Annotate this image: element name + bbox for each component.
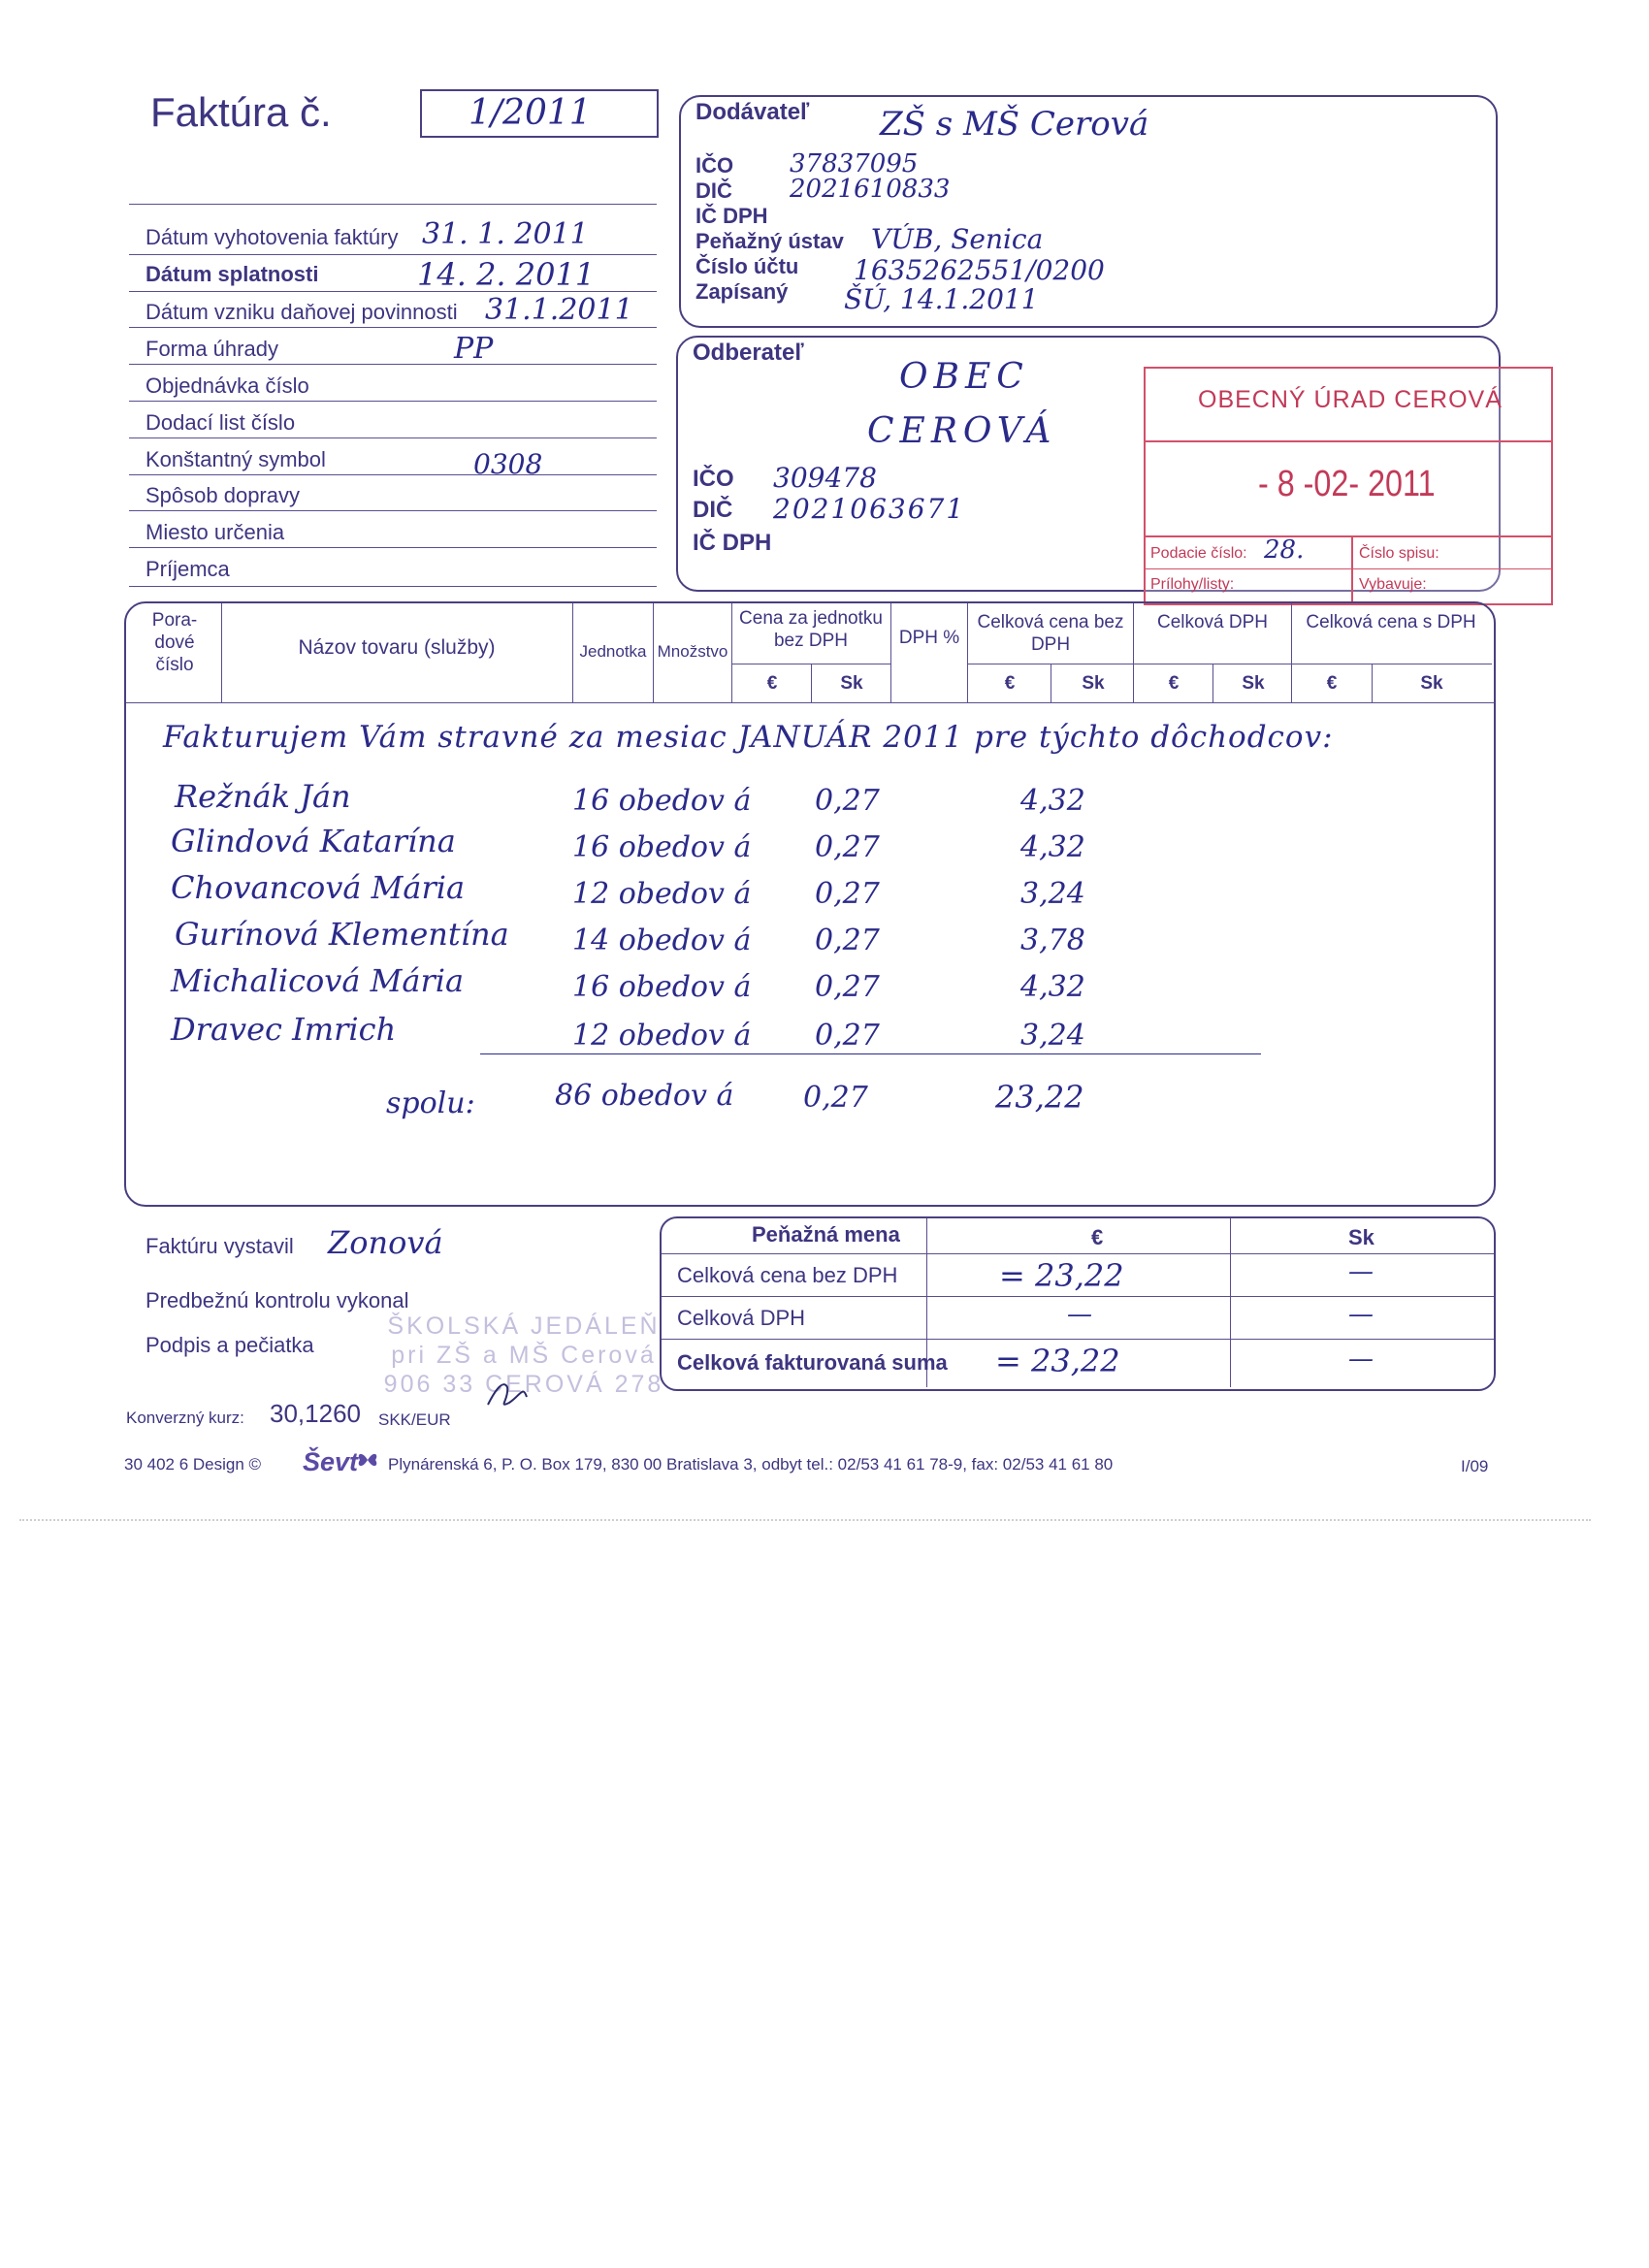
- item-name: Michalicová Mária: [171, 962, 465, 999]
- col-total-with-vat-sk: Sk: [1420, 673, 1443, 694]
- customer-dic: 2021063671: [773, 493, 966, 525]
- divider: [129, 327, 657, 328]
- divider: [129, 204, 657, 205]
- supplier-registered: ŠÚ, 14.1.2011: [844, 283, 1039, 315]
- item-total: 3,78: [1020, 923, 1085, 957]
- item-price: 0,27: [815, 830, 880, 864]
- invoice-number: 1/2011: [469, 93, 592, 133]
- supplier-ico-label: IČO: [695, 153, 734, 178]
- item-quantity: 16 obedov á: [572, 830, 752, 864]
- customer-ico: 309478: [773, 462, 877, 494]
- customer-name-line2: CEROVÁ: [867, 411, 1057, 451]
- butterfly-icon: [356, 1448, 379, 1472]
- sum-total: 23,22: [995, 1079, 1084, 1116]
- col-order-number: Pora-dové číslo: [151, 610, 198, 675]
- registry-stamp: [1144, 367, 1553, 605]
- supplier-icdph-label: IČ DPH: [695, 204, 768, 228]
- constant-symbol-value: 0308: [473, 448, 543, 480]
- supplier-bank-label: Peňažný ústav: [695, 229, 844, 253]
- school-stamp-line1: ŠKOLSKÁ JEDÁLEŇ: [387, 1312, 661, 1340]
- item-name: Glindová Katarína: [171, 823, 456, 859]
- item-price: 0,27: [815, 970, 880, 1004]
- sum-underline: [480, 1053, 1261, 1054]
- item-price: 0,27: [815, 1019, 880, 1053]
- stamp-date: - 8 -02- 2011: [1258, 464, 1436, 504]
- item-quantity: 12 obedov á: [572, 1019, 752, 1053]
- summary-vat-sk: —: [1348, 1300, 1374, 1329]
- col-item-name: Názov tovaru (služby): [298, 636, 496, 659]
- supplier-account: 1635262551/0200: [854, 254, 1105, 286]
- delivery-note-label: Dodací list číslo: [146, 410, 296, 435]
- summary-currency-label: Peňažná mena: [752, 1222, 900, 1247]
- order-number-label: Objednávka číslo: [146, 373, 309, 398]
- signature-label: Podpis a pečiatka: [146, 1333, 314, 1357]
- supplier-heading: Dodávateľ: [695, 99, 810, 125]
- summary-vat-label: Celková DPH: [677, 1306, 806, 1330]
- col-unit-price-sk: Sk: [840, 673, 863, 694]
- customer-name-line1: OBEC: [899, 357, 1029, 397]
- item-name: Režnák Ján: [175, 778, 351, 815]
- summary-eur-header: €: [1091, 1225, 1104, 1249]
- customer-ico-label: IČO: [693, 466, 734, 492]
- due-date-value: 14. 2. 2011: [417, 256, 596, 293]
- col-unit-price: Cena za jednotku bez DPH: [739, 608, 883, 651]
- page-edge: [19, 1519, 1591, 1521]
- payment-method-value: PP: [454, 332, 494, 366]
- customer-icdph-label: IČ DPH: [693, 530, 772, 556]
- issue-date-value: 31. 1. 2011: [422, 217, 589, 251]
- divider: [129, 437, 657, 438]
- conversion-unit: SKK/EUR: [378, 1410, 451, 1429]
- col-total-vat: Celková DPH: [1156, 612, 1269, 632]
- divider: [129, 401, 657, 402]
- summary-sk-header: Sk: [1348, 1225, 1374, 1249]
- destination-label: Miesto určenia: [146, 520, 285, 544]
- stamp-attachments-label: Prílohy/listy:: [1150, 576, 1235, 593]
- customer-heading: Odberateľ: [693, 340, 804, 366]
- customer-dic-label: DIČ: [693, 497, 733, 523]
- school-stamp-line3: 906 33 CEROVÁ 278: [383, 1371, 664, 1398]
- supplier-bank: VÚB, Senica: [871, 223, 1044, 255]
- due-date-label: Dátum splatnosti: [146, 262, 319, 286]
- divider: [129, 510, 657, 511]
- summary-total-no-vat-sk: —: [1348, 1257, 1374, 1286]
- stamp-filing-label: Podacie číslo:: [1150, 545, 1247, 562]
- item-name: Dravec Imrich: [171, 1011, 397, 1048]
- divider: [129, 586, 657, 587]
- col-vat-percent: DPH %: [898, 628, 960, 648]
- divider: [129, 364, 657, 365]
- item-total: 3,24: [1020, 877, 1085, 911]
- summary-grand-total-label: Celková fakturovaná suma: [677, 1350, 948, 1375]
- divider: [129, 291, 657, 292]
- conversion-label: Konverzný kurz:: [126, 1409, 244, 1427]
- printer-brand-logo: Ševt: [303, 1447, 359, 1476]
- summary-total-no-vat-label: Celková cena bez DPH: [677, 1263, 898, 1287]
- sum-price: 0,27: [803, 1081, 868, 1115]
- item-total: 4,32: [1020, 970, 1085, 1004]
- issued-by-value: Zonová: [328, 1224, 443, 1261]
- item-price: 0,27: [815, 923, 880, 957]
- item-quantity: 14 obedov á: [572, 923, 752, 957]
- school-stamp-line2: pri ZŠ a MŠ Cerová: [391, 1342, 657, 1369]
- table-header-bottom: [126, 702, 1494, 703]
- invoice-title: Faktúra č.: [150, 89, 332, 135]
- printer-code: 30 402 6 Design ©: [124, 1455, 262, 1474]
- supplier-registered-label: Zapísaný: [695, 279, 789, 304]
- stamp-filing-value: 28.: [1264, 535, 1305, 565]
- payment-method-label: Forma úhrady: [146, 337, 278, 361]
- supplier-account-label: Číslo účtu: [695, 254, 799, 278]
- item-total: 4,32: [1020, 830, 1085, 864]
- supplier-dic-label: DIČ: [695, 178, 732, 203]
- summary-vat-eur: —: [1067, 1300, 1092, 1329]
- item-name: Chovancová Mária: [171, 869, 466, 906]
- item-quantity: 16 obedov á: [572, 784, 752, 818]
- signature-scribble-icon: [480, 1370, 538, 1418]
- item-name: Gurínová Klementína: [175, 916, 509, 953]
- divider: [129, 254, 657, 255]
- summary-grand-total-sk: —: [1348, 1345, 1374, 1374]
- divider: [129, 547, 657, 548]
- sum-quantity: 86 obedov á: [555, 1079, 734, 1113]
- item-quantity: 12 obedov á: [572, 877, 752, 911]
- issued-by-label: Faktúru vystavil: [146, 1234, 294, 1258]
- stamp-handles-label: Vybavuje:: [1359, 576, 1427, 593]
- item-total: 3,24: [1020, 1019, 1085, 1053]
- divider: [129, 474, 657, 475]
- col-total-with-vat-eur: €: [1326, 673, 1338, 694]
- printer-address: Plynárenská 6, P. O. Box 179, 830 00 Bratislava 3, odbyt tel.: 02/53 41 61 78-9, fax: 02/53 41 61 80: [388, 1455, 1114, 1474]
- col-unit: Jednotka: [579, 642, 647, 661]
- constant-symbol-label: Konštantný symbol: [146, 447, 326, 471]
- col-unit-price-eur: €: [766, 673, 778, 694]
- form-version: I/09: [1461, 1457, 1489, 1475]
- item-quantity: 16 obedov á: [572, 970, 752, 1004]
- transport-label: Spôsob dopravy: [146, 483, 300, 507]
- recipient-label: Príjemca: [146, 557, 230, 581]
- tax-date-label: Dátum vzniku daňovej povinnosti: [146, 300, 458, 324]
- col-total-no-vat-sk: Sk: [1082, 673, 1105, 694]
- invoice-number-box: [420, 89, 659, 138]
- summary-total-no-vat-eur: = 23,22: [999, 1257, 1124, 1294]
- tax-date-value: 31.1.2011: [485, 293, 633, 327]
- col-total-vat-eur: €: [1168, 673, 1180, 694]
- summary-grand-total-eur: = 23,22: [995, 1343, 1120, 1379]
- supplier-box: [679, 95, 1498, 328]
- item-price: 0,27: [815, 784, 880, 818]
- stamp-file-label: Číslo spisu:: [1359, 545, 1439, 562]
- supplier-ico: 37837095: [790, 149, 919, 178]
- item-price: 0,27: [815, 877, 880, 911]
- conversion-value: 30,1260: [270, 1399, 361, 1428]
- col-total-vat-sk: Sk: [1242, 673, 1265, 694]
- col-quantity: Množstvo: [657, 642, 728, 661]
- sum-label: spolu:: [386, 1086, 475, 1120]
- issue-date-label: Dátum vyhotovenia faktúry: [146, 225, 399, 249]
- supplier-dic: 2021610833: [790, 175, 951, 204]
- item-total: 4,32: [1020, 784, 1085, 818]
- precheck-label: Predbežnú kontrolu vykonal: [146, 1288, 409, 1312]
- stamp-office-name: OBECNÝ ÚRAD CEROVÁ: [1198, 386, 1503, 413]
- supplier-name: ZŠ s MŠ Cerová: [880, 105, 1149, 144]
- col-total-no-vat: Celková cena bez DPH: [977, 612, 1124, 655]
- col-total-with-vat: Celková cena s DPH: [1306, 612, 1476, 632]
- items-intro: Fakturujem Vám stravné za mesiac JANUÁR 2011 pre týchto dôchodcov:: [163, 720, 1334, 755]
- col-total-no-vat-eur: €: [1004, 673, 1016, 694]
